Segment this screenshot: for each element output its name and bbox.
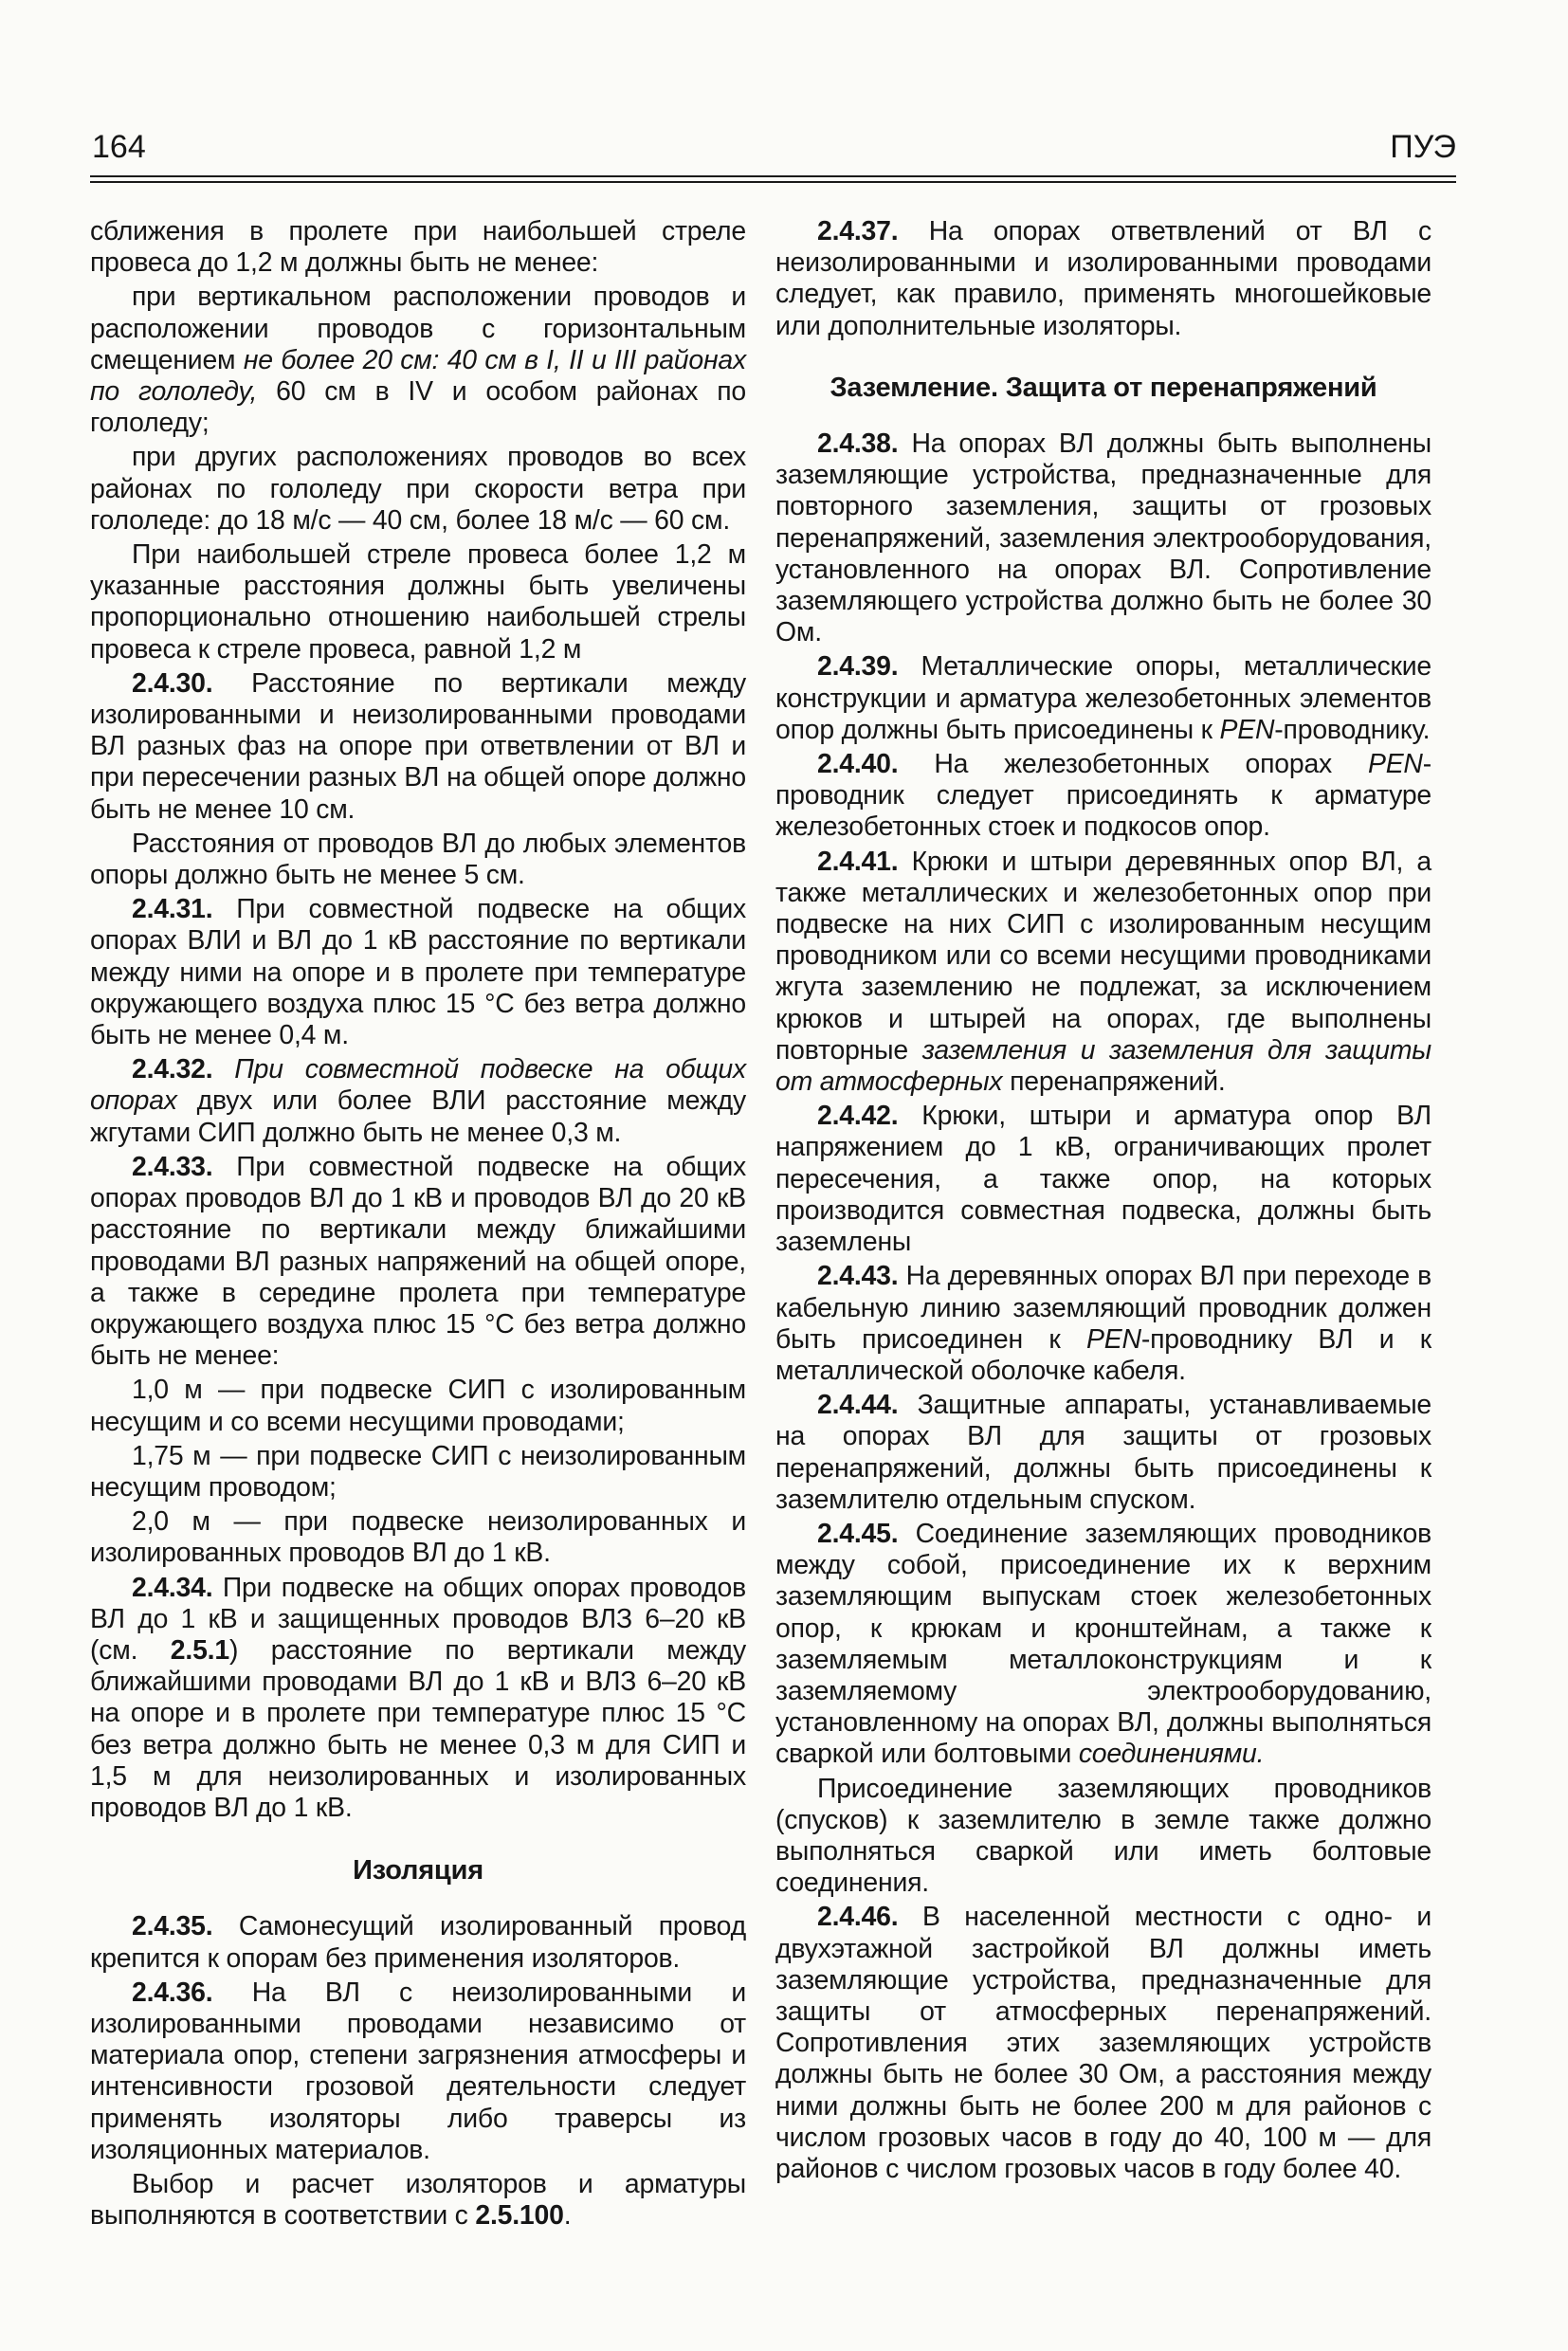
paragraph-text: при других расположениях проводов во всех районах по гололеду при скорости ветра при гололеде: до 18 м/с — 40 см, более 18 м/с — 60 см. (90, 442, 746, 536)
section-heading: Изоляция (353, 1855, 483, 1886)
paragraph-text: 60 см в IV и особом районах по гололеду; (90, 376, 746, 439)
italic-text: PEN (1367, 749, 1423, 780)
clause-number: 2.4.30. (132, 667, 213, 699)
paragraph (90, 1573, 746, 1825)
paragraph (775, 1519, 1431, 1771)
paragraph-text: На опорах ответвлений от ВЛ с неизолированными и изолированными проводами следует, как правило, применять многошейковые или дополнительные изоляторы. (775, 216, 1431, 341)
paragraph (775, 651, 1431, 746)
clause-number: 2.4.38. (817, 428, 899, 460)
clause-number: 2.4.35. (132, 1911, 213, 1942)
paragraph-text: -проводник следует присоединять к арматуре железобетонных стоек и подкосов опор. (775, 749, 1431, 843)
paragraph-text: . (563, 2200, 572, 2232)
paragraph (90, 1977, 746, 2166)
paragraph-text: В населенной местности с одно- и двухэтажной застройкой ВЛ должны иметь заземляющие устройства, предназначенные для защиты от атмосферных перенапряжений. Сопротивления этих заземляющих устройств должны быть не более 30 Ом, а расстояния между ними должны быть не более 200 м для районов с числом грозовых часов в году до 40, 100 м — для районов с числом грозовых часов в году более 40. (775, 1902, 1431, 2184)
paragraph-text: При наибольшей стреле провеса более 1,2 м указанные расстояния должны быть увеличены пропорционально отношению наибольшей стрелы провеса к стреле провеса, равной 1,2 м (90, 539, 746, 665)
clause-number: 2.4.43. (817, 1261, 899, 1292)
italic-text: PEN (1086, 1323, 1141, 1355)
clause-number: 2.4.40. (817, 749, 899, 780)
paragraph (775, 1101, 1431, 1258)
paragraph-text: На опорах ВЛ должны быть выполнены заземляющие устройства, предназначенные для повторного заземления, защиты от грозовых перенапряжений, заземления электрооборудования, установленного на опорах ВЛ. Сопротивление заземляющего устройства должно быть не более 30 Ом. (775, 428, 1431, 648)
left-column (90, 216, 746, 2234)
clause-number: 2.4.32. (132, 1054, 213, 1085)
paragraph (775, 1902, 1431, 2185)
paragraph (775, 1261, 1431, 1387)
clause-number: 2.4.39. (817, 651, 899, 683)
paragraph-text: На железобетонных опорах (898, 749, 1368, 780)
paragraph-text: Соединение заземляющих проводников между собой, присоединение их к верхним заземляющим выпускам стоек железобетонных опор, к крюкам и кронштейнам, а также к заземляемым металлоконструкциям и к заземляемому электрооборудованию, установленному на опорах ВЛ, должны выполняться сваркой или болтовыми (775, 1518, 1431, 1770)
cross-reference: 2.5.100 (475, 2200, 564, 2232)
paragraph (90, 539, 746, 665)
paragraph-text: перенапряжений. (1002, 1066, 1226, 1098)
paragraph (775, 1390, 1431, 1516)
paragraph-text: Крюки и штыри деревянных опор ВЛ, а также металлических и железобетонных опор при подвеске на них СИП с изолированным несущим проводником или со всеми несущими проводниками жгута заземлению не подлежат, за исключением крюков и штырей на опорах, где выполнены повторные (775, 846, 1431, 1066)
page-header (92, 129, 1456, 176)
paragraph (775, 749, 1431, 844)
clause-number: 2.4.46. (817, 1902, 899, 1933)
clause-number: 2.4.37. (817, 216, 899, 246)
italic-text: соединениями. (1078, 1739, 1265, 1770)
italic-text: не более 20 см: 40 см в I, II и III районах по гололеду, (90, 344, 746, 408)
paragraph (90, 1152, 746, 1372)
paragraph-text: Расстояние по вертикали между изолированными и неизолированными проводами ВЛ разных фаз на опоре при ответвлении от ВЛ и при пересечении разных ВЛ на общей опоре должно быть не менее 10 см. (90, 667, 746, 825)
paragraph-text: 1,75 м — при подвеске СИП с неизолированным несущим проводом; (90, 1440, 746, 1503)
paragraph-text: Выбор и расчет изоляторов и арматуры выполняются в соответствии с (90, 2168, 746, 2232)
clause-number: 2.4.44. (817, 1390, 899, 1421)
paragraph-text: При совместной подвеске на общих опорах проводов ВЛ до 1 кВ и проводов ВЛ до 20 кВ расстояние по вертикали между ближайшими проводами ВЛ разных напряжений на общей опоре, а также в середине пролета при температуре окружающего воздуха плюс 15 °С без ветра должно быть не менее: (90, 1151, 746, 1372)
paragraph (90, 1441, 746, 1504)
clause-number: 2.4.33. (132, 1151, 213, 1182)
paragraph-text: при вертикальном расположении проводов и расположении проводов с горизонтальным смещением (90, 282, 746, 375)
paragraph (90, 282, 746, 439)
right-column (775, 216, 1431, 2188)
header-rule (90, 175, 1456, 177)
clause-number: 2.4.31. (132, 894, 213, 925)
paragraph (775, 428, 1431, 648)
clause-number: 2.4.42. (817, 1101, 899, 1132)
paragraph (90, 894, 746, 1051)
running-head: ПУЭ (1390, 129, 1456, 165)
paragraph (90, 1506, 746, 1569)
paragraph-text: -проводнику. (1274, 714, 1431, 745)
paragraph-text: сближения в пролете при наибольшей стреле провеса до 1,2 м должны быть не менее: (90, 216, 746, 279)
paragraph (90, 1054, 746, 1149)
paragraph-text: При совместной подвеске на общих опорах ВЛИ и ВЛ до 1 кВ расстояние по вертикали между ними на опоре и в пролете при температуре окружающего воздуха плюс 15 °С без ветра должно быть не менее 0,4 м. (90, 894, 746, 1051)
paragraph-text: Металлические опоры, металлические конструкции и арматура железобетонных элементов опор должны быть присоединены к (775, 651, 1431, 745)
paragraph (90, 442, 746, 537)
paragraph-text: Присоединение заземляющих проводников (спусков) к заземлителю в земле также должно выполняться сваркой или иметь болтовые соединения. (775, 1773, 1431, 1899)
italic-text: заземления и заземления для защиты от атмосферных (775, 1034, 1431, 1098)
paragraph (90, 829, 746, 891)
paragraph (90, 2169, 746, 2232)
italic-text: PEN (1219, 714, 1275, 745)
page-number: 164 (92, 129, 146, 165)
clause-number: 2.4.34. (132, 1572, 213, 1603)
paragraph-text: Самонесущий изолированный провод крепится к опорам без применения изоляторов. (90, 1911, 746, 1974)
paragraph (90, 1375, 746, 1437)
section-heading: Заземление. Защита от перенапряжений (830, 372, 1377, 403)
italic-text: При совместной подвеске на общих опорах (90, 1054, 746, 1117)
paragraph (90, 668, 746, 826)
paragraph (775, 1774, 1431, 1900)
clause-number: 2.4.45. (817, 1518, 899, 1549)
paragraph-text: Защитные аппараты, устанавливаемые на опорах ВЛ для защиты от грозовых перенапряжений, должны быть присоединены к заземлителю отдельным спуском. (775, 1390, 1431, 1515)
paragraph-text: -проводнику ВЛ и к металлической оболочке кабеля. (775, 1323, 1431, 1386)
clause-number: 2.4.41. (817, 846, 899, 877)
header-rule (90, 181, 1456, 183)
paragraph-text: 1,0 м — при подвеске СИП с изолированным несущим и со всеми несущими проводами; (90, 1375, 746, 1437)
paragraph-text: На деревянных опорах ВЛ при переходе в кабельную линию заземляющий проводник должен быть присоединен к (775, 1261, 1431, 1355)
paragraph-text: 2,0 м — при подвеске неизолированных и изолированных проводов ВЛ до 1 кВ. (90, 1506, 746, 1569)
paragraph-text: ) расстояние по вертикали между ближайшими проводами ВЛ до 1 кВ и ВЛЗ 6–20 кВ на опоре и в пролете при температуре плюс 15 °С без ветра должно быть не менее 0,3 м для СИП и 1,5 м для неизолированных и изолированных проводов ВЛ до 1 кВ. (90, 1634, 746, 1823)
cross-reference: 2.5.1 (170, 1634, 229, 1666)
paragraph-text: При подвеске на общих опорах проводов ВЛ до 1 кВ и защищенных проводов ВЛЗ 6–20 кВ (см. (90, 1572, 746, 1666)
paragraph-text: Крюки, штыри и арматура опор ВЛ напряжением до 1 кВ, ограничивающих пролет пересечения, а также опор, на которых производится совместная подвеска, должны быть заземлены (775, 1101, 1431, 1258)
paragraph (90, 1911, 746, 1974)
paragraph (775, 216, 1431, 342)
paragraph (775, 847, 1431, 1099)
paragraph-text: двух или более ВЛИ расстояние между жгутами СИП должно быть не менее 0,3 м. (90, 1085, 746, 1148)
paragraph-text: На ВЛ с неизолированными и изолированными проводами независимо от материала опор, степени загрязнения атмосферы и интенсивности грозовой деятельности следует применять изоляторы либо траверсы из изоляционных материалов. (90, 1977, 746, 2165)
paragraph-text: Расстояния от проводов ВЛ до любых элементов опоры должно быть не менее 5 см. (90, 828, 746, 891)
clause-number: 2.4.36. (132, 1977, 213, 2008)
paragraph (90, 216, 746, 279)
